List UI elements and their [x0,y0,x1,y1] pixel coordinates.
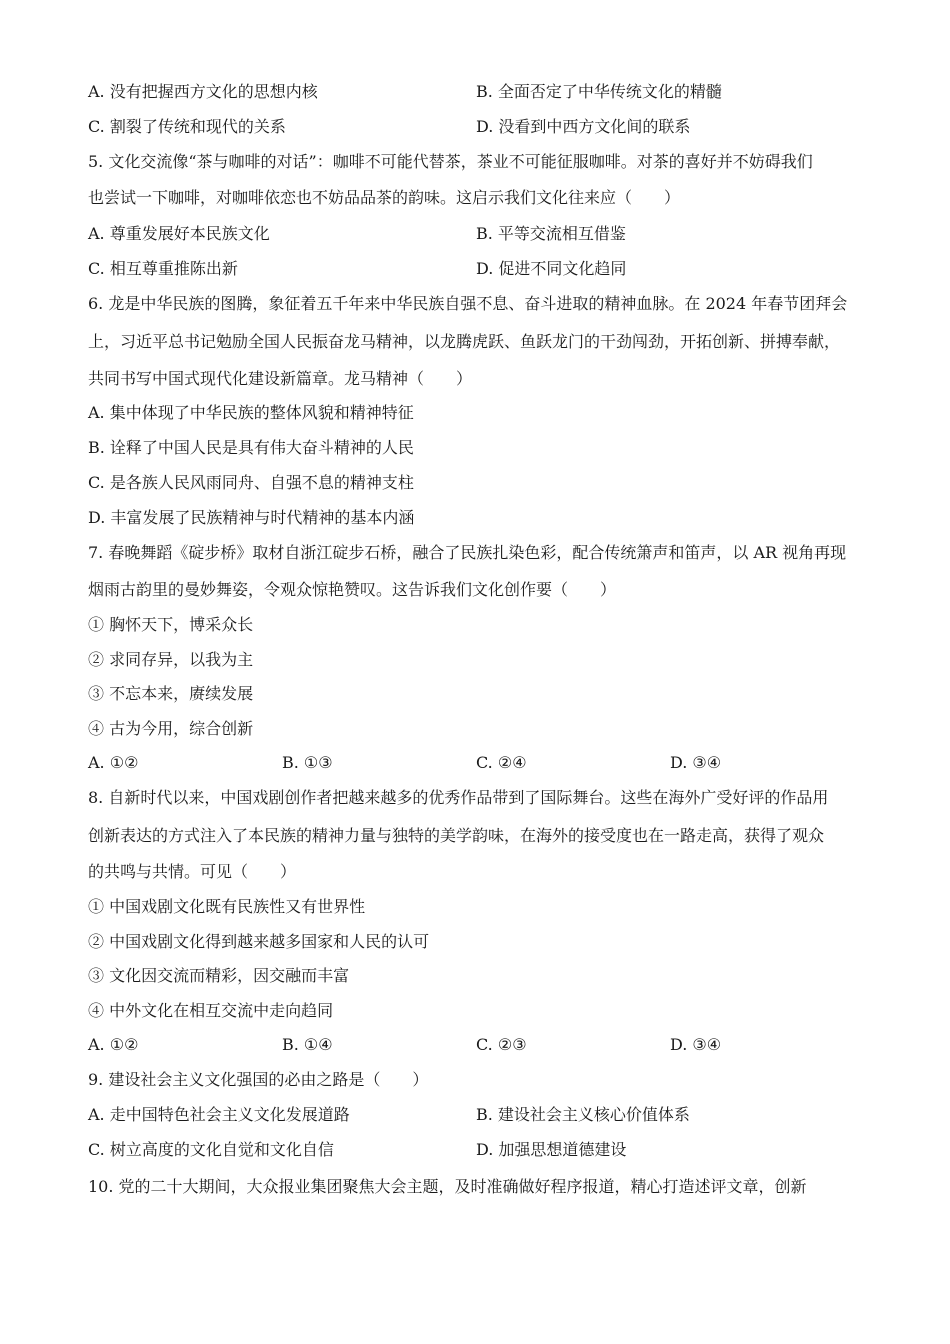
q7-stem-line-1: 7. 春晚舞蹈《碇步桥》取材自浙江碇步石桥，融合了民族扎染色彩，配合传统箫声和笛声，以 AR 视角再现 [88,543,847,562]
q6-option-b: B. 诠释了中国人民是具有伟大奋斗精神的人民 [88,438,414,457]
q9-stem: 9. 建设社会主义文化强国的必由之路是（ ） [88,1070,429,1089]
q4-option-c: C. 割裂了传统和现代的关系 [88,117,286,136]
q5-option-d: D. 促进不同文化趋同 [476,259,627,278]
q9-option-c: C. 树立高度的文化自觉和文化自信 [88,1140,334,1159]
q4-option-a: A. 没有把握西方文化的思想内核 [88,82,318,101]
q8-stem-line-1: 8. 自新时代以来，中国戏剧创作者把越来越多的优秀作品带到了国际舞台。这些在海外广受好评的作品用 [88,788,829,807]
q5-option-a: A. 尊重发展好本民族文化 [88,224,270,243]
q5-option-b: B. 平等交流相互借鉴 [476,224,626,243]
q4-option-d: D. 没看到中西方文化间的联系 [476,117,691,136]
q7-item-1: ① 胸怀天下，博采众长 [88,615,254,634]
q7-option-b: B. ①③ [282,753,333,772]
q6-option-d: D. 丰富发展了民族精神与时代精神的基本内涵 [88,508,415,527]
q9-option-a: A. 走中国特色社会主义文化发展道路 [88,1105,350,1124]
q6-stem-line-3: 共同书写中国式现代化建设新篇章。龙马精神（ ） [88,369,473,388]
q5-option-c: C. 相互尊重推陈出新 [88,259,238,278]
q9-option-d: D. 加强思想道德建设 [476,1140,627,1159]
q6-option-c: C. 是各族人民风雨同舟、自强不息的精神支柱 [88,473,414,492]
q8-item-4: ④ 中外文化在相互交流中走向趋同 [88,1001,334,1020]
q4-option-b: B. 全面否定了中华传统文化的精髓 [476,82,722,101]
q5-stem-line-2: 也尝试一下咖啡，对咖啡依恋也不妨品品茶的韵味。这启示我们文化往来应（ ） [88,188,681,207]
q8-option-c: C. ②③ [476,1035,527,1054]
q9-option-b: B. 建设社会主义核心价值体系 [476,1105,690,1124]
q8-item-3: ③ 文化因交流而精彩，因交融而丰富 [88,966,350,985]
q8-option-a: A. ①② [88,1035,139,1054]
q7-stem-line-2: 烟雨古韵里的曼妙舞姿，令观众惊艳赞叹。这告诉我们文化创作要（ ） [88,580,617,599]
q5-stem-line-1: 5. 文化交流像“茶与咖啡的对话”：咖啡不可能代替茶，茶业不可能征服咖啡。对茶的喜好并不妨碍我们 [88,152,813,171]
q7-item-2: ② 求同存异，以我为主 [88,650,254,669]
q8-option-b: B. ①④ [282,1035,333,1054]
q8-stem-line-3: 的共鸣与共情。可见（ ） [88,862,297,881]
q7-item-4: ④ 古为今用，综合创新 [88,719,254,738]
q7-option-a: A. ①② [88,753,139,772]
q7-option-c: C. ②④ [476,753,527,772]
q6-stem-line-2: 上，习近平总书记勉励全国人民振奋龙马精神，以龙腾虎跃、鱼跃龙门的干劲闯劲，开拓创新、拼搏奉献， [88,332,841,351]
q8-item-2: ② 中国戏剧文化得到越来越多国家和人民的认可 [88,932,430,951]
q6-stem-line-1: 6. 龙是中华民族的图腾，象征着五千年来中华民族自强不息、奋斗进取的精神血脉。在 2024 年春节团拜会 [88,294,848,313]
q6-option-a: A. 集中体现了中华民族的整体风貌和精神特征 [88,403,414,422]
q10-stem-line-1: 10. 党的二十大期间，大众报业集团聚焦大会主题，及时准确做好程序报道，精心打造述评文章，创新 [88,1177,807,1196]
q7-option-d: D. ③④ [670,753,722,772]
q8-option-d: D. ③④ [670,1035,722,1054]
q8-stem-line-2: 创新表达的方式注入了本民族的精神力量与独特的美学韵味，在海外的接受度也在一路走高，获得了观众 [88,826,825,845]
q7-item-3: ③ 不忘本来，赓续发展 [88,684,254,703]
q8-item-1: ① 中国戏剧文化既有民族性又有世界性 [88,897,366,916]
